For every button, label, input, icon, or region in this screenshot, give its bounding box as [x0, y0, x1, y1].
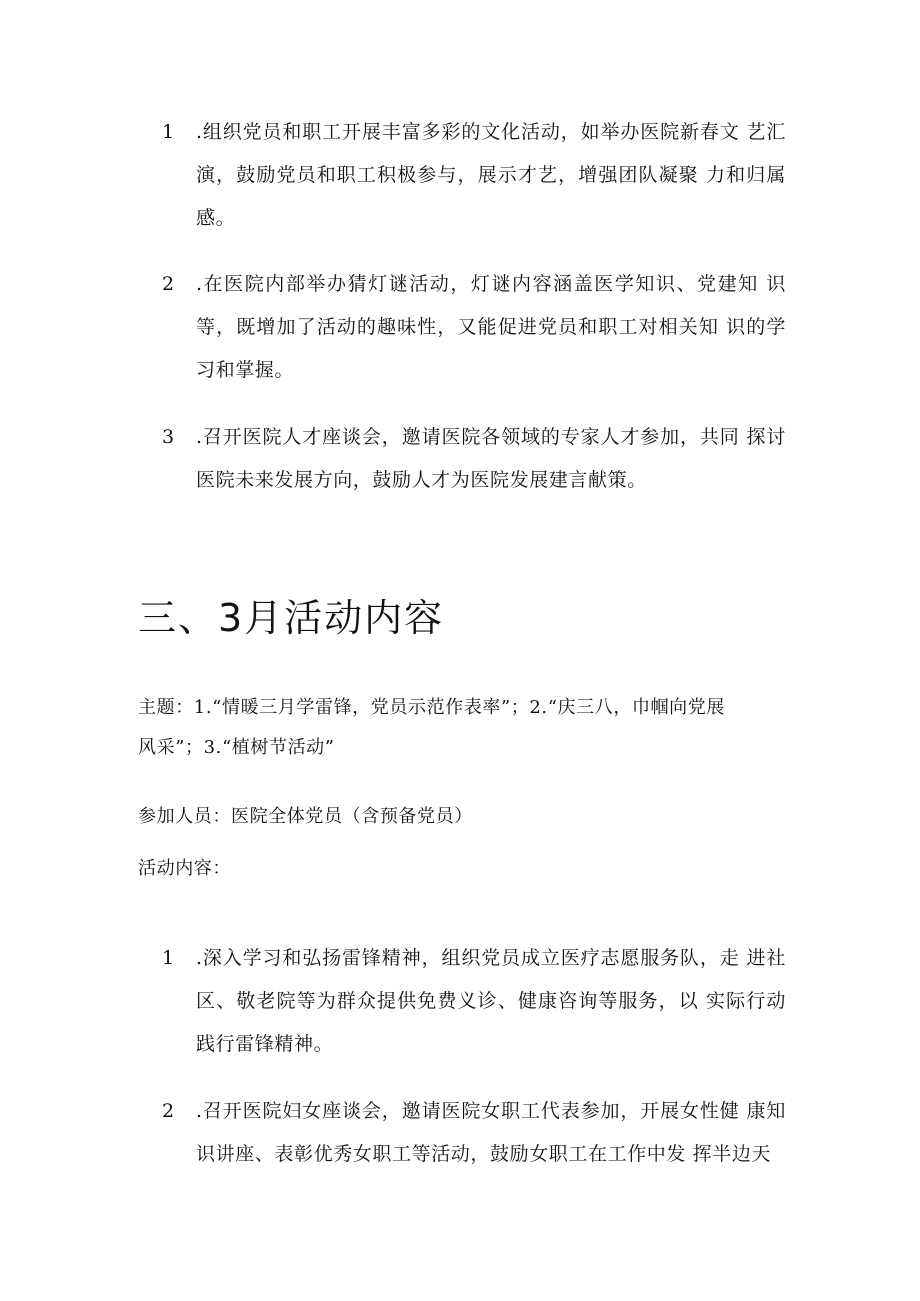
list-item	[162, 416, 786, 502]
list-item-text: .召开医院人才座谈会，邀请医院各领域的专家人才参加，共同 探讨医院未来发展方向，鼓励人才为医院发展建言献策。	[196, 426, 786, 491]
list-item-text: .召开医院妇女座谈会，邀请医院女职工代表参加，开展女性健 康知识讲座、表彰优秀女职工等活动，鼓励女职工在工作中发 挥半边天	[196, 1100, 786, 1165]
list-item-text: .深入学习和弘扬雷锋精神，组织党员成立医疗志愿服务队，走 进社区、敬老院等为群众提供免费义诊、健康咨询等服务，以 实际行动践行雷锋精神。	[196, 947, 786, 1055]
list-item-number: 2	[162, 273, 175, 295]
list-item	[162, 263, 786, 392]
list-item-number: 2	[162, 1100, 175, 1122]
list-item	[162, 1090, 786, 1176]
list-item-text: .组织党员和职工开展丰富多彩的文化活动，如举办医院新春文 艺汇演，鼓励党员和职工积极参与，展示才艺，增强团队凝聚 力和归属感。	[196, 121, 786, 229]
list-item-number: 1	[162, 121, 175, 143]
content-label: 活动内容：	[138, 858, 231, 879]
list-item	[162, 111, 786, 240]
list-item-text: .在医院内部举办猜灯谜活动，灯谜内容涵盖医学知识、党建知 识等，既增加了活动的趣味性，又能促进党员和职工对相关知 识的学习和掌握。	[196, 273, 786, 381]
section-heading: 三、3月活动内容	[138, 596, 445, 640]
list-item-number: 3	[162, 426, 175, 448]
list-item-number: 1	[162, 947, 175, 969]
theme-paragraph: 主题：1.“情暖三月学雷锋，党员示范作表率”；2.“庆三八，巾帼向党展风采”；3.“植树节活动”	[138, 697, 725, 758]
participants-paragraph: 参加人员：医院全体党员（含预备党员）	[138, 806, 473, 827]
list-item	[162, 937, 786, 1066]
